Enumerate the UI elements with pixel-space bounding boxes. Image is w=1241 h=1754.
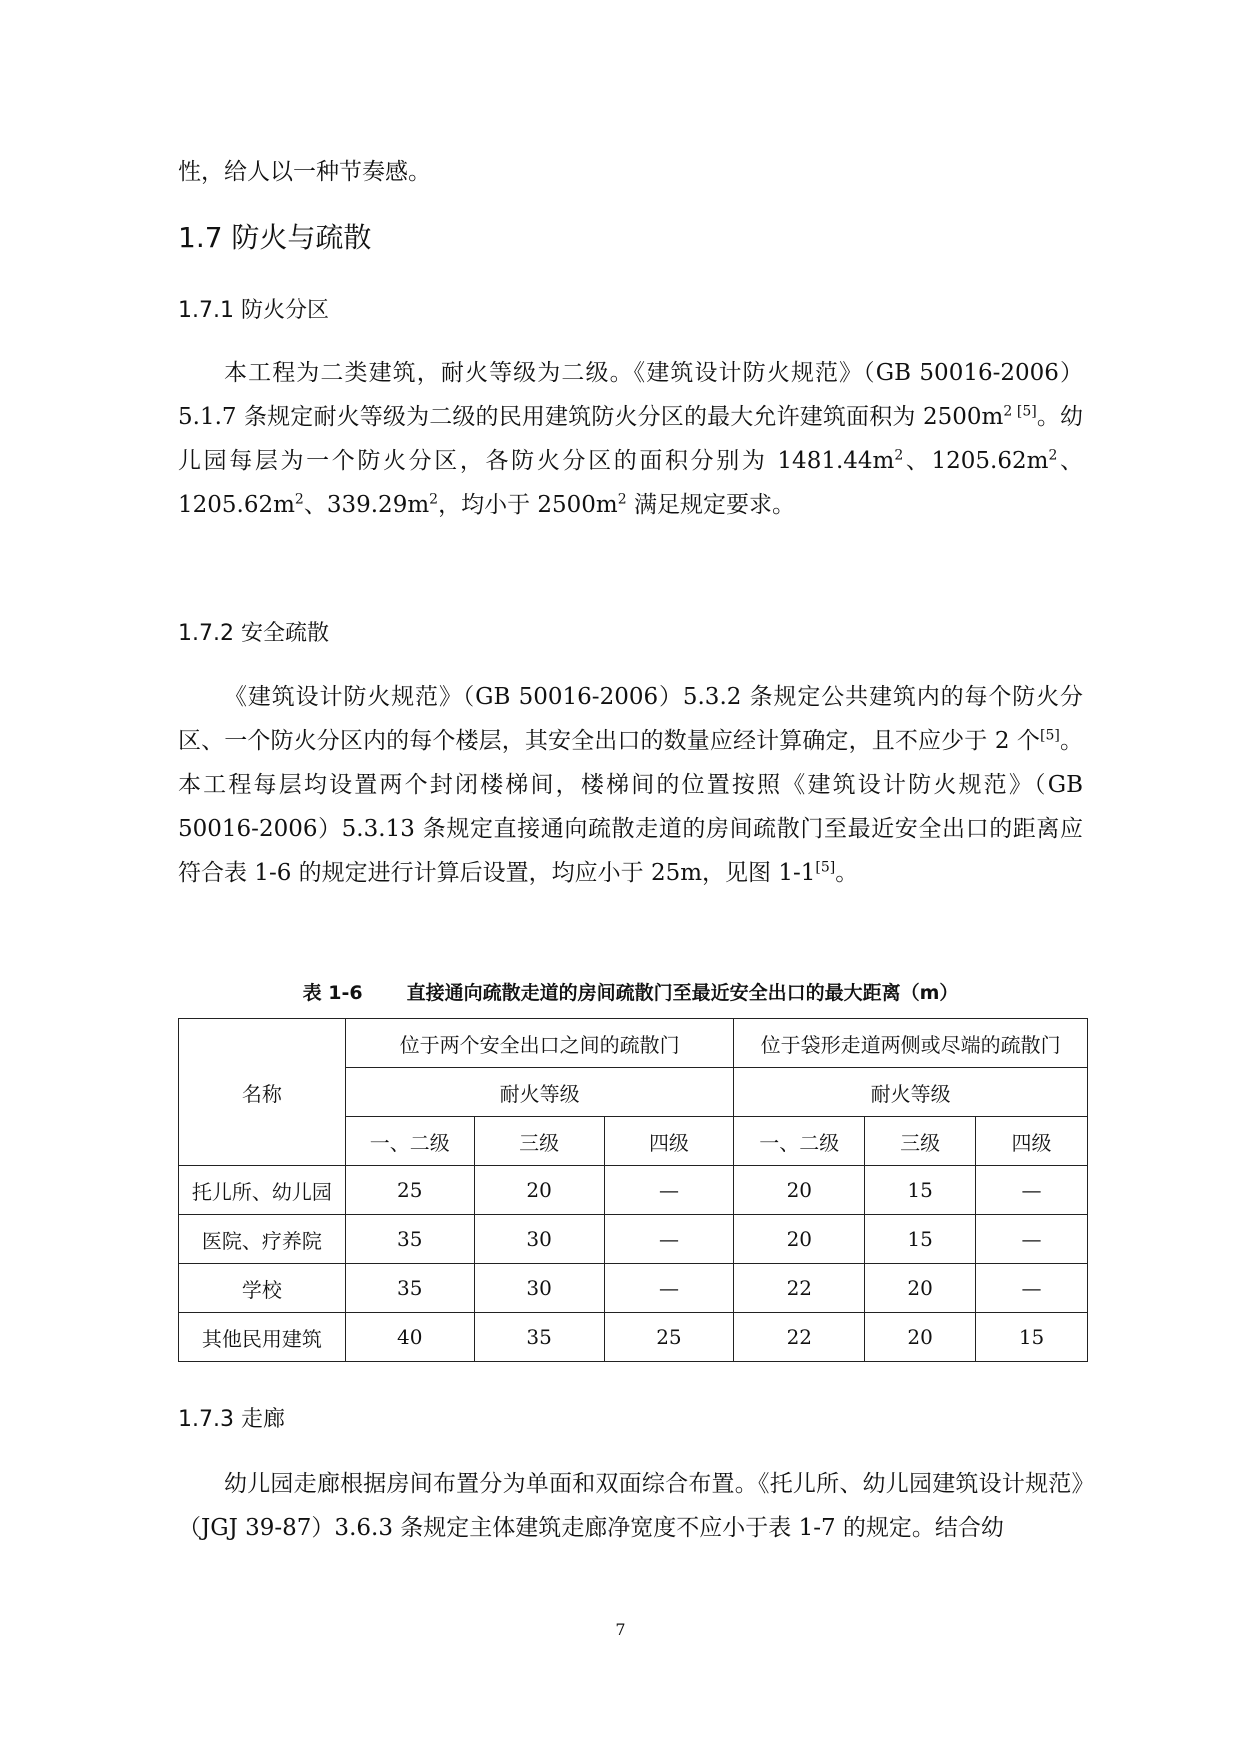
table-level-cell: 四级 [976, 1117, 1088, 1166]
table-level-cell: 一、二级 [734, 1117, 865, 1166]
table-cell: — [976, 1166, 1088, 1215]
table-cell: 30 [474, 1215, 604, 1264]
table-cell: 20 [865, 1264, 976, 1313]
table-cell: 30 [474, 1264, 604, 1313]
paragraph-fire-compartment: 本工程为二类建筑，耐火等级为二级。《建筑设计防火规范》（GB 50016-2006）5.1.7 条规定耐火等级为二级的民用建筑防火分区的最大允许建筑面积为 $2500m^2$ [5]。幼儿园每层为一个防火分区，各防火分区的面积分别为 $1481.44m^2$、$1205.62m^2$、$1205.62m^2$、$339.29m^2$，均小于 $2500m^2$ 满足规定要求。 [178, 360, 1084, 518]
page-number: 7 [615, 1620, 626, 1639]
table-cell: 15 [976, 1313, 1088, 1362]
table-row [179, 1215, 1088, 1264]
table-cell: 35 [474, 1313, 604, 1362]
section-heading-1-7-1: 1.7.1 防火分区 [178, 298, 329, 323]
table-level-cell: 一、二级 [345, 1117, 474, 1166]
table-caption-label: 表 1-6 [302, 982, 363, 1004]
row-name-cell: 托儿所、幼儿园 [179, 1166, 346, 1215]
paragraph-continuation: 性，给人以一种节奏感。 [178, 159, 431, 185]
table-cell: 20 [474, 1166, 604, 1215]
table-cell: 35 [345, 1264, 474, 1313]
table-cell: 15 [865, 1215, 976, 1264]
table-cell: 25 [604, 1313, 734, 1362]
table-header-group-1: 位于两个安全出口之间的疏散门 [345, 1019, 734, 1068]
table-cell: 20 [865, 1313, 976, 1362]
table-cell: 22 [734, 1313, 865, 1362]
table-level-cell: 三级 [865, 1117, 976, 1166]
table-cell: 35 [345, 1215, 474, 1264]
paragraph-evacuation: 《建筑设计防火规范》（GB 50016-2006）5.3.2 条规定公共建筑内的每个防火分区、一个防火分区内的每个楼层，其安全出口的数量应经计算确定，且不应少于 2 个[5]。本工程每层均设置两个封闭楼梯间，楼梯间的位置按照《建筑设计防火规范》（GB 50016-2006）5.3.13 条规定直接通向疏散走道的房间疏散门至最近安全出口的距离应符合表 1-6 的规定进行计算后设置，均应小于 25m，见图 1-1[5]。 [178, 684, 1084, 886]
section-heading-1-7-3: 1.7.3 走廊 [178, 1407, 285, 1432]
table-caption-title: 直接通向疏散走道的房间疏散门至最近安全出口的最大距离（m） [406, 982, 959, 1004]
evacuation-distance-table [178, 1018, 1088, 1362]
table-subheader-1: 耐火等级 [345, 1068, 734, 1117]
table-level-cell: 四级 [604, 1117, 734, 1166]
table-cell: 20 [734, 1215, 865, 1264]
table-subheader-2: 耐火等级 [734, 1068, 1088, 1117]
table-row [179, 1166, 1088, 1215]
table-row [179, 1264, 1088, 1313]
table-cell: 22 [734, 1264, 865, 1313]
table-cell: 40 [345, 1313, 474, 1362]
section-heading-1-7-2: 1.7.2 安全疏散 [178, 621, 329, 646]
table-cell: — [976, 1215, 1088, 1264]
row-name-cell: 学校 [179, 1264, 346, 1313]
table-header-group-2: 位于袋形走道两侧或尽端的疏散门 [734, 1019, 1088, 1068]
table-cell: 20 [734, 1166, 865, 1215]
row-name-cell: 其他民用建筑 [179, 1313, 346, 1362]
table-cell: — [604, 1264, 734, 1313]
section-heading-1-7: 1.7 防火与疏散 [178, 221, 372, 254]
paragraph-corridor: 幼儿园走廊根据房间布置分为单面和双面综合布置。《托儿所、幼儿园建筑设计规范》（JGJ 39-87）3.6.3 条规定主体建筑走廊净宽度不应小于表 1-7 的规定。结合幼 [178, 1471, 1083, 1541]
table-caption [178, 978, 1083, 1005]
table-cell: — [604, 1166, 734, 1215]
table-level-cell: 三级 [474, 1117, 604, 1166]
table-row [179, 1313, 1088, 1362]
table-cell: — [604, 1215, 734, 1264]
table-cell: 25 [345, 1166, 474, 1215]
table-cell: 15 [865, 1166, 976, 1215]
table-cell: — [976, 1264, 1088, 1313]
row-name-cell: 医院、疗养院 [179, 1215, 346, 1264]
table-header-name: 名称 [179, 1019, 346, 1166]
